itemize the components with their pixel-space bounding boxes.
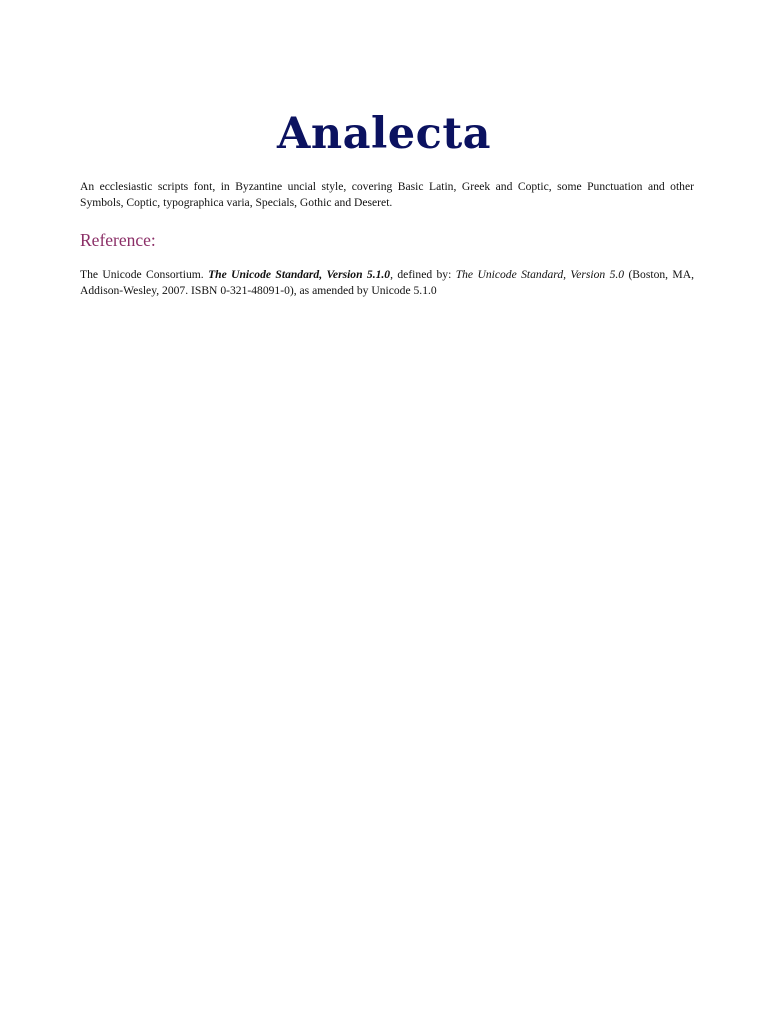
intro-paragraph: An ecclesiastic scripts font, in Byzantine uncial style, covering Basic Latin, Greek and Coptic, some Punctuation and other Symbols, Coptic, typographica varia, Specials, Gothic and Deseret.: [80, 180, 694, 209]
unicode-standard-title: The Unicode Standard, Version 5.1.0: [208, 268, 391, 281]
source-book-title: The Unicode Standard, Version 5.0: [455, 268, 625, 281]
reference-publication-details: (Boston, MA, Addison-Wesley, 2007. ISBN 0-321-48091-0), as amended by Unicode 5.1.0: [80, 268, 695, 297]
reference-author: The Unicode Consortium.: [80, 268, 204, 281]
reference-paragraph: [80, 267, 694, 299]
reference-heading: Reference:: [80, 230, 156, 250]
defined-by-text: , defined by:: [390, 268, 456, 281]
document-title: Analecta: [276, 109, 492, 159]
